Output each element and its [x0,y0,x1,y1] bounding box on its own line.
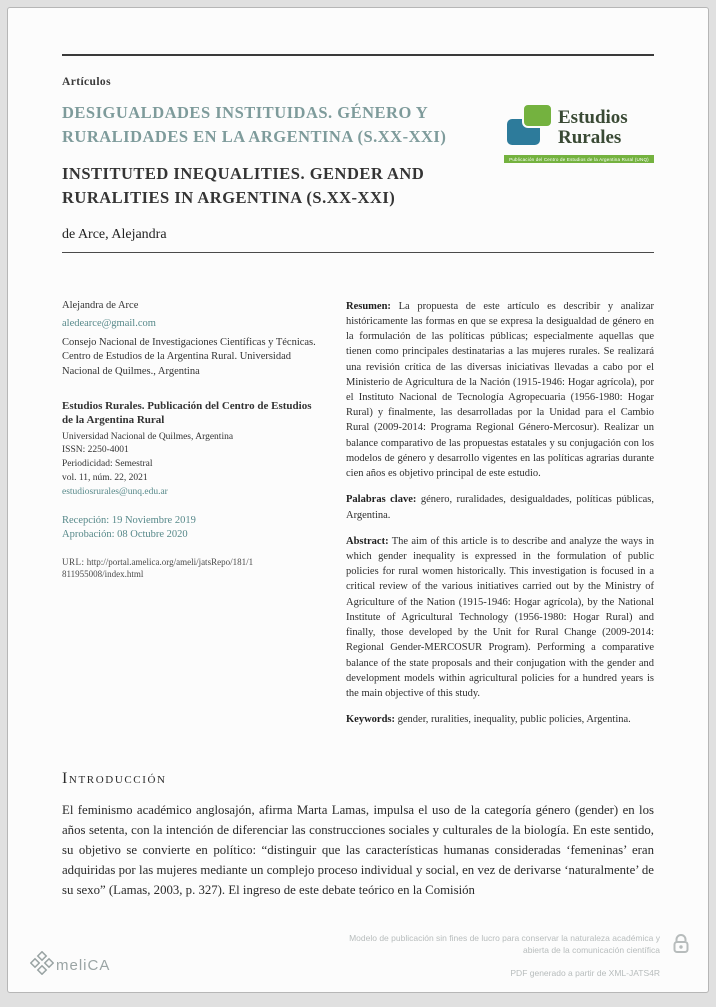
keywords-text: gender, ruralities, inequality, public policies, Argentina. [397,714,631,726]
journal-periodicity: Periodicidad: Semestral [62,459,153,470]
journal-email-link[interactable]: estudiosrurales@unq.edu.ar [62,486,168,497]
journal-logo-row [504,103,654,152]
abstract-en-paragraph [346,534,654,701]
header-row [62,101,654,210]
open-access-icon [672,932,690,958]
article-url-link[interactable]: http://portal.amelica.org/ameli/jatsRepo/181/1811955008/index.html [62,556,254,580]
url-label: URL: [62,556,85,567]
amelica-mark-icon [30,951,54,980]
abstract-es-paragraph [346,299,654,482]
footer-note-line2: abierta de la comunicación científica [522,945,660,956]
pdf-generation-note: PDF generado a partir de XML-JATS4R [510,968,660,979]
article-title-en: INSTITUTED INEQUALITIES. GENDER AND RURALITIES IN ARGENTINA (S.XX-XXI) [62,163,425,207]
amelica-wordmark: meliCA [56,957,111,974]
journal-logo-line1: Estudios [558,106,628,128]
footer-note [349,932,660,958]
left-metadata-column [62,299,320,739]
section-title-introduccion: Introducción [62,770,167,788]
author-name: Alejandra de Arce [62,299,139,311]
keywords-es-paragraph [346,492,654,522]
author-affiliation: Consejo Nacional de Investigaciones Científicas y Técnicas. Centro de Estudios de la Argentina Rural. Universidad Nacional de Quilmes., Argentina [62,336,316,377]
article-kicker: Artículos [62,76,111,88]
journal-logo-wordmark [558,108,628,148]
journal-publisher: Universidad Nacional de Quilmes, Argentina [62,431,234,442]
footer-note-line1: Modelo de publicación sin fines de lucro para conservar la naturaleza académica y [349,932,660,943]
palabras-clave-text: género, ruralidades, desigualdades, políticas públicas, Argentina. [346,494,654,521]
metadata-columns [62,299,654,739]
article-url-block [62,556,257,581]
journal-logo-tagline: Publicación del Centro de Estudios de la Argentina Rural (UNQ) [504,155,654,163]
abstracts-column [346,299,654,739]
article-author: de Arce, Alejandra [62,226,167,242]
author-divider [62,252,654,253]
journal-volume: vol. 11, núm. 22, 2021 [62,473,148,483]
title-block [62,101,500,210]
journal-issn: ISSN: 2250-4001 [62,445,129,456]
amelica-logo [30,951,110,980]
document-page [7,7,709,993]
journal-logo [504,103,654,210]
reception-date: Recepción: 19 Noviembre 2019 [62,514,196,526]
journal-logo-mark-icon [504,103,554,152]
body-paragraph: El feminismo académico anglosajón, afirma Marta Lamas, impulsa el uso de la categoría género (gender) en los años setenta, con la intención de diferenciar las construcciones sociales y culturales de la biología. En este sentido, su objetivo se convierte en político: “distinguir que las características humanas consideradas ‘femeninas’ eran adquiridas por las mujeres mediante un complejo proceso individual y social, en vez de derivarse ‘naturalmente’ de su sexo” (Lamas, 2003, p. 327). El ingreso de este debate teórico en la Comisión [62,803,654,898]
page-footer [30,932,690,981]
journal-citation-title: Estudios Rurales. Publicación del Centro de Estudios de la Argentina Rural [62,400,312,427]
footer-note-block [349,932,690,981]
keywords-en-paragraph [346,712,654,727]
top-rule-divider [62,54,654,56]
palabras-clave-label: Palabras clave: [346,494,417,506]
resumen-label: Resumen: [346,300,391,312]
abstract-label: Abstract: [346,535,389,547]
approval-date: Aprobación: 08 Octubre 2020 [62,529,188,541]
author-email-link[interactable]: aledearce@gmail.com [62,318,156,330]
abstract-text: The aim of this article is to describe and analyze the ways in which gender inequality is expressed in the formulation of public policies for rural women historically. This investigation is focused in a critical review of the various initiatives carried out by the Ministry of Agriculture of the Nation (1915-1946: Hogar agrícola), by the National Institute of Agricultural Technology (1956-1980: Hogar Rural) and finally, those developed by the Unit for Rural Change (2009-2014: Regional Gender-MERCOSUR Program). Performing a comparative balance of the state proposals and their conjugation with the gender and development models within agricultural policies for a hundred years is the main objective of this study. [346,535,654,699]
resumen-text: La propuesta de este artículo es describir y analizar históricamente las formas en que se expresa la desigualdad de género en la formulación de las políticas públicas; especialmente aquellas que tienen como principales destinatarias a las mujeres rurales. Se realizará una revisión crítica de las diversas iniciativas llevadas a cabo por el Ministerio de Agricultura de la Nación (1915-1946: Hogar agrícola), por el Instituto Nacional de Tecnología Agropecuaria (1956-1980: Hogar Rural) y finalmente, las desarrolladas por la Unidad para el Cambio Rural (2009-2014: Programa Regional Género-Mercosur). Realizar un balance comparativo de las propuestas estatales y su conjugación con los modelos de género y desarrollo vigentes en las políticas agrarias durante cien años es objetivo principal de este estudio. [346,300,655,480]
journal-logo-line2: Rurales [558,126,622,148]
keywords-label: Keywords: [346,714,395,726]
article-title-es: DESIGUALDADES INSTITUIDAS. GÉNERO Y RURALIDADES EN LA ARGENTINA (S.XX-XXI) [62,103,447,146]
